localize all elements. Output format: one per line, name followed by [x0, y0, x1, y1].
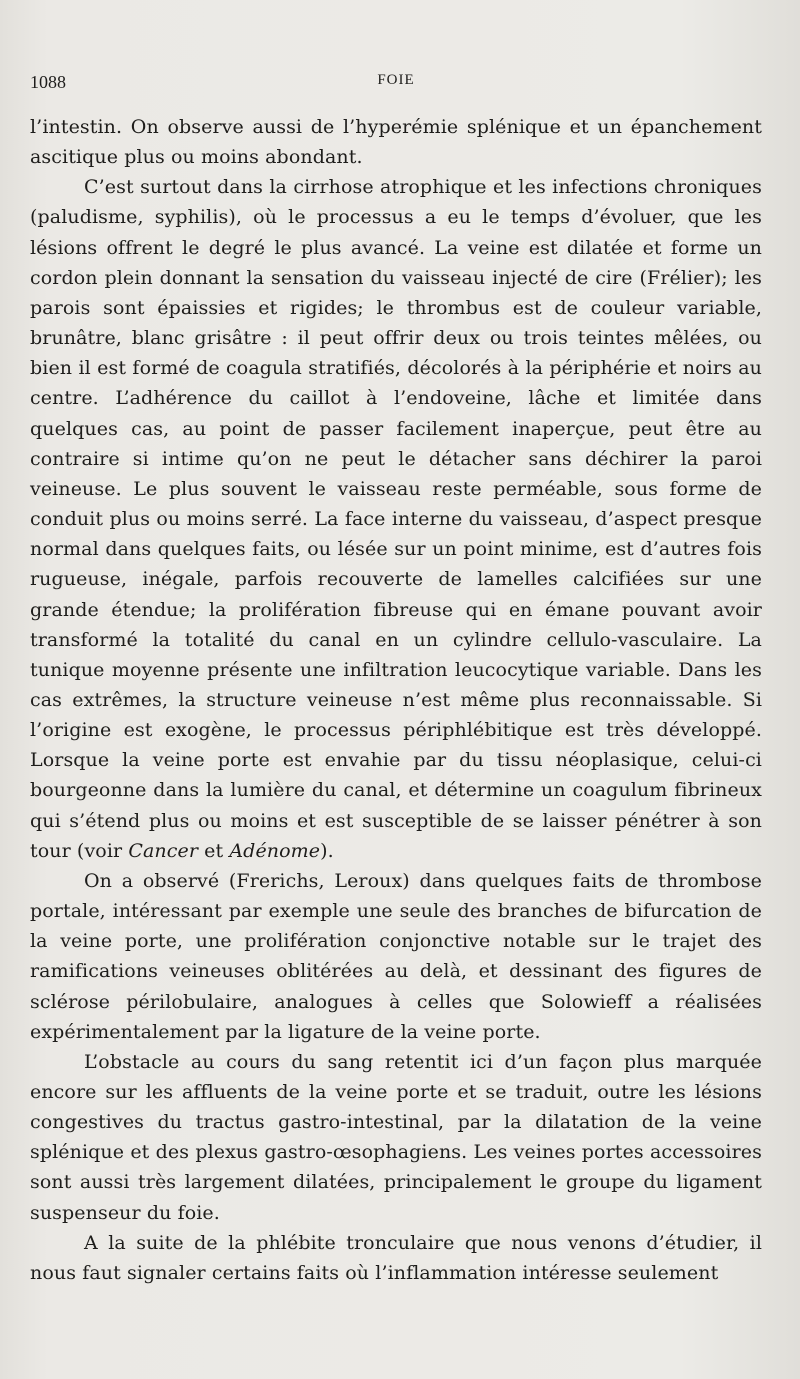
paragraph-5-text: A la suite de la phlébite tronculaire que nous venons d’étudier, il nous faut signaler certains faits où l’inflammation intéresse seulement	[30, 1231, 762, 1284]
paragraph-3-text: On a observé (Frerichs, Leroux) dans quelques faits de thrombose portale, intéressant par exemple une seule des branches de bifurcation de la veine porte, une prolifération conjonctive notable sur le trajet des ramifications veineuses oblitérées au delà, et dessinant des figures de sclérose périlobulaire, analogues à celles que Solowieff a réalisées expérimentalement par la ligature de la veine porte.	[30, 869, 762, 1043]
italic-reference-adenome: Adénome	[229, 839, 321, 862]
paragraph-2-tail: ).	[320, 839, 334, 862]
paragraph-2-connector: et	[198, 839, 230, 862]
paragraph-4	[30, 1047, 762, 1228]
paragraph-3	[30, 866, 762, 1047]
paragraph-2-text: C’est surtout dans la cirrhose atrophique et les infections chroniques (paludisme, syphilis), où le processus a eu le temps d’évoluer, que les lésions offrent le degré le plus avancé. La veine est dilatée et forme un cordon plein donnant la sensation du vaisseau injecté de cire (Frélier); les parois sont épaissies et rigides; le thrombus est de couleur variable, brunâtre, blanc grisâtre : il peut offrir deux ou trois teintes mêlées, ou bien il est formé de coagula stratifiés, décolorés à la périphérie et noirs au centre. L’adhérence du caillot à l’endoveine, lâche et limitée dans quelques cas, au point de passer facilement inaperçue, peut être au contraire si intime qu’on ne peut le détacher sans déchirer la paroi veineuse. Le plus souvent le vaisseau reste perméable, sous forme de conduit plus ou moins serré. La face interne du vaisseau, d’aspect presque normal dans quelques faits, ou lésée sur un point minime, est d’autres fois rugueuse, inégale, parfois recouverte de lamelles calcifiées sur une grande étendue; la prolifération fibreuse qui en émane pouvant avoir transformé la totalité du canal en un cylindre cellulo-vasculaire. La tunique moyenne présente une infiltration leucocytique variable. Dans les cas extrêmes, la structure veineuse n’est même plus reconnaissable. Si l’origine est exogène, le processus périphlébitique est très développé. Lorsque la veine porte est envahie par du tissu néoplasique, celui-ci bourgeonne dans la lumière du canal, et détermine un coagulum fibrineux qui s’étend plus ou moins et est susceptible de se laisser pénétrer à son tour (voir	[30, 176, 762, 862]
paragraph-5	[30, 1228, 762, 1288]
paragraph-1	[30, 112, 762, 172]
paragraph-1-text: l’intestin. On observe aussi de l’hyperémie splénique et un épanchement ascitique plus ou moins abondant.	[30, 116, 762, 169]
body-text	[30, 112, 762, 1288]
running-title: FOIE	[377, 72, 415, 88]
page-header	[30, 72, 762, 100]
italic-reference-cancer: Cancer	[128, 839, 198, 862]
paragraph-4-text: L’obstacle au cours du sang retentit ici d’un façon plus marquée encore sur les affluents de la veine porte et se traduit, outre les lésions congestives du tractus gastro-intestinal, par la dilatation de la veine splénique et des plexus gastro-œsophagiens. Les veines portes accessoires sont aussi très largement dilatées, principalement le groupe du ligament suspenseur du foie.	[30, 1050, 762, 1224]
paragraph-2	[30, 172, 762, 866]
page-number: 1088	[30, 72, 66, 92]
